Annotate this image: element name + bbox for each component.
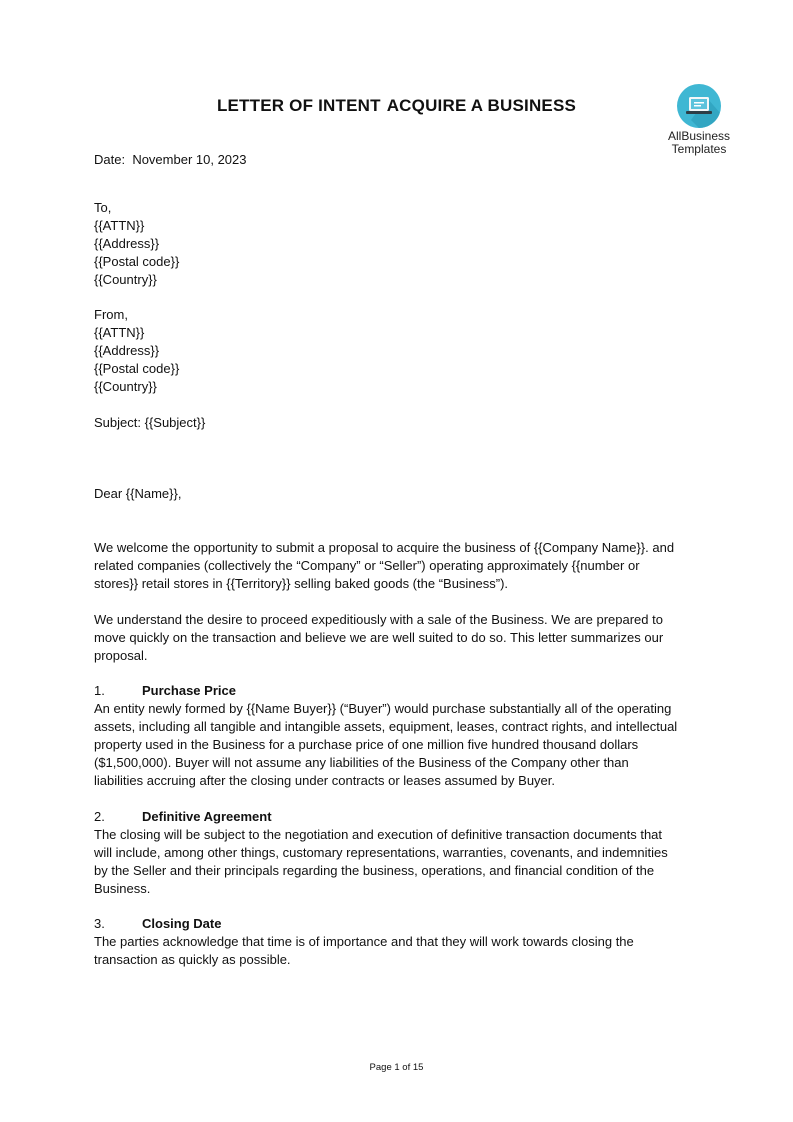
logo-circle: [677, 84, 721, 128]
allbusiness-logo: [662, 84, 736, 156]
section-line: by the Seller and their principals regarding the business, operations, and financial condition of the: [94, 863, 655, 878]
from-line: {{Address}}: [94, 343, 160, 358]
section-line: An entity newly formed by {{Name Buyer}} (“Buyer”) would purchase substantially all of the operating: [94, 701, 672, 716]
section-line: The closing will be subject to the negotiation and execution of definitive transaction documents that: [94, 827, 663, 842]
paragraph-line: We understand the desire to proceed expeditiously with a sale of the Business. We are prepared to: [94, 612, 663, 627]
paragraph-line: move quickly on the transaction and believe we are well suited to do so. This letter summarizes our: [94, 630, 664, 645]
section-line: The parties acknowledge that time is of importance and that they will work towards closing the: [94, 934, 634, 949]
from-line: From,: [94, 307, 128, 322]
paragraph-line: related companies (collectively the “Company” or “Seller”) operating approximately {{number or: [94, 558, 640, 573]
section-number: 1.: [94, 683, 105, 698]
from-line: {{ATTN}}: [94, 325, 145, 340]
section-definitive-agreement: [94, 808, 706, 898]
from-line: {{Postal code}}: [94, 361, 180, 376]
salutation: Dear {{Name}},: [94, 486, 182, 501]
section-purchase-price: [94, 682, 706, 790]
section-closing-date: [94, 915, 706, 969]
to-line: {{Postal code}}: [94, 254, 180, 269]
section-heading: [94, 915, 706, 933]
to-line: {{ATTN}}: [94, 218, 145, 233]
logo-line-1: AllBusiness: [667, 129, 731, 143]
to-line: {{Country}}: [94, 272, 157, 287]
subject-line: Subject: {{Subject}}: [94, 415, 206, 430]
date-label: Date:: [94, 152, 126, 167]
from-address-block: [94, 306, 706, 396]
to-address-block: [94, 199, 706, 289]
date-value: November 10, 2023: [132, 152, 247, 167]
section-heading: [94, 682, 706, 700]
section-line: ($1,500,000). Buyer will not assume any liabilities of the Business of the Company other than: [94, 755, 629, 770]
paragraph-line: We welcome the opportunity to submit a proposal to acquire the business of {{Company Name}}. and: [94, 540, 675, 555]
to-line: To,: [94, 200, 112, 215]
logo-line-2: Templates: [671, 142, 727, 156]
section-line: liabilities accruing after the closing under contracts or leases assumed by Buyer.: [94, 773, 556, 788]
laptop-icon: [677, 84, 721, 128]
section-title: Closing Date: [142, 916, 222, 931]
to-line: {{Address}}: [94, 236, 160, 251]
section-line: property used in the Business for a purchase price of one million five hundred thousand dollars: [94, 737, 639, 752]
page-footer: Page 1 of 15: [369, 1062, 424, 1073]
section-heading: [94, 808, 706, 826]
section-line: will include, among other things, customary representations, warranties, covenants, and indemnities: [94, 845, 668, 860]
date-line: [94, 151, 706, 169]
from-line: {{Country}}: [94, 379, 157, 394]
section-number: 2.: [94, 809, 105, 824]
section-title: Definitive Agreement: [142, 809, 272, 824]
section-line: transaction as quickly as possible.: [94, 952, 291, 967]
paragraph-intent: [94, 611, 706, 665]
section-title: Purchase Price: [142, 683, 236, 698]
title-part-2: ACQUIRE A BUSINESS: [386, 96, 577, 115]
paragraph-intro: [94, 539, 706, 593]
paragraph-line: stores}} retail stores in {{Territory}} selling baked goods (the “Business”).: [94, 576, 509, 591]
section-line: Business.: [94, 881, 151, 896]
title-part-1: LETTER OF INTENT: [216, 96, 381, 115]
section-number: 3.: [94, 916, 105, 931]
paragraph-line: proposal.: [94, 648, 148, 663]
section-line: assets, including all tangible and intangible assets, equipment, leases, contract rights, and intellectual: [94, 719, 678, 734]
